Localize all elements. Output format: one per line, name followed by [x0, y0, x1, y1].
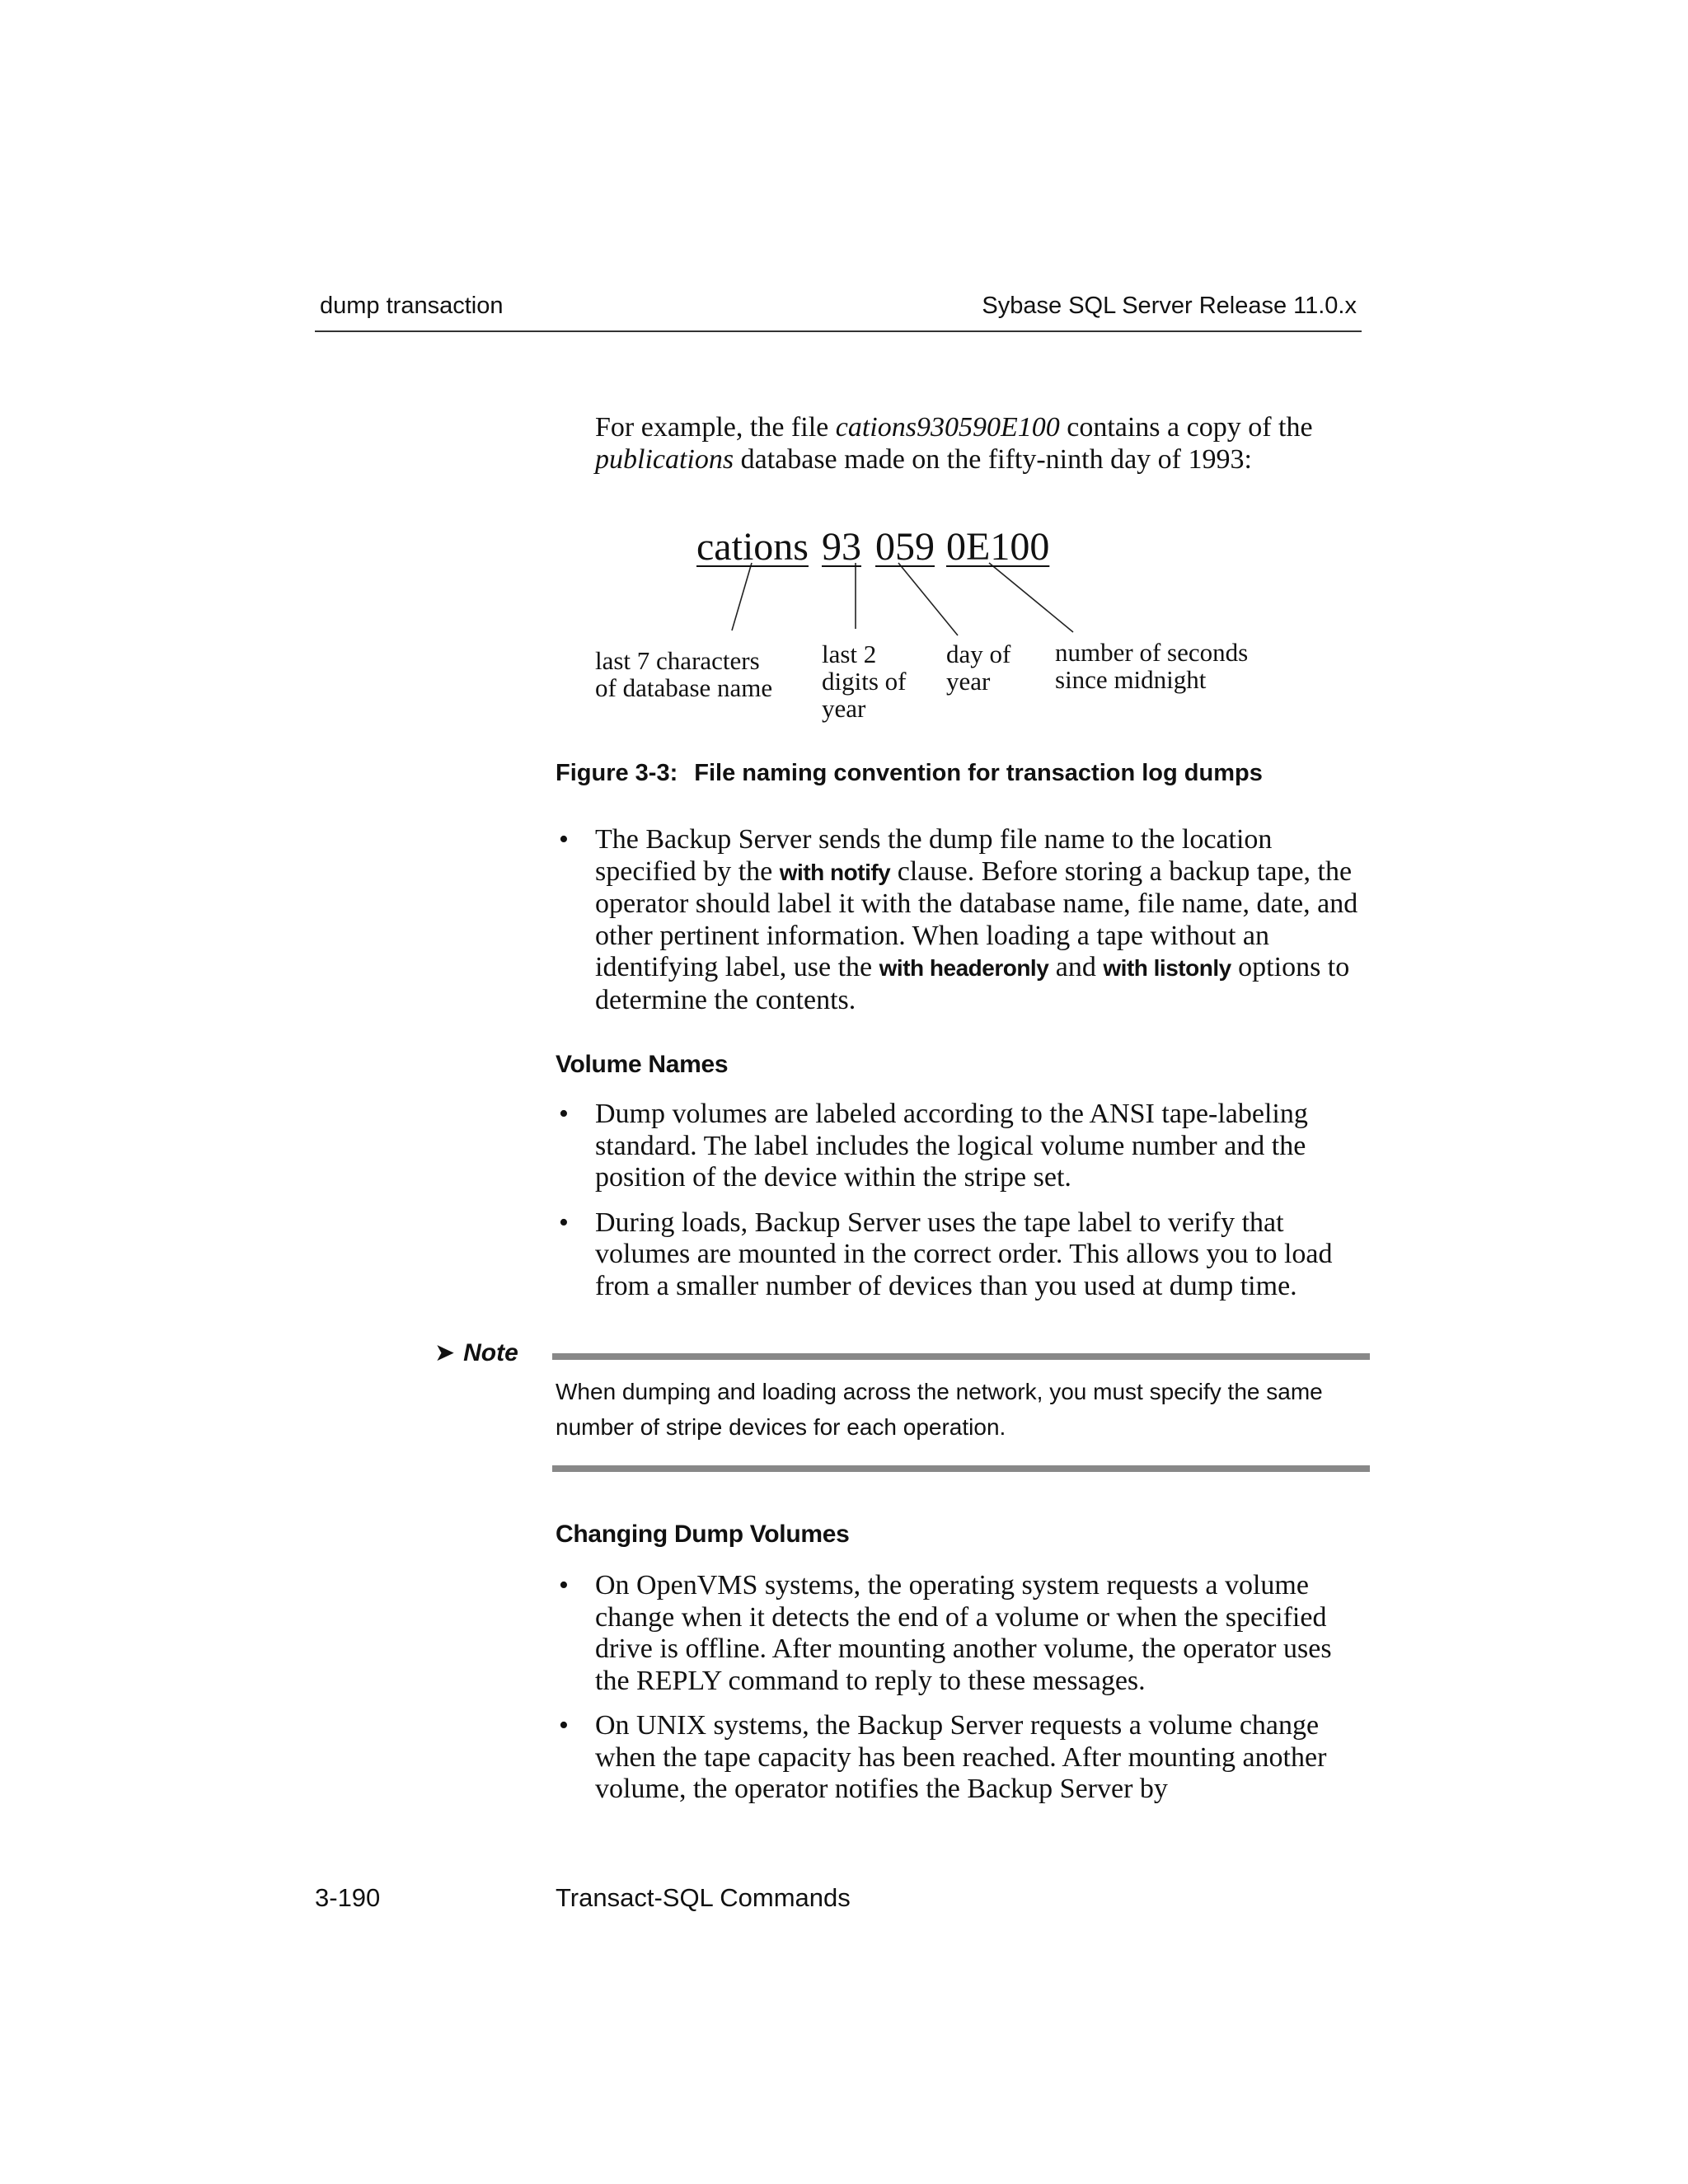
section-heading-changing-dump-volumes: Changing Dump Volumes	[556, 1521, 850, 1548]
note-text: When dumping and loading across the network, you must specify the same number of stripe devices for each operation.	[556, 1379, 1323, 1440]
section-heading-volume-names: Volume Names	[556, 1051, 729, 1078]
leader-line-dbname	[732, 563, 752, 630]
intro-text-2: contains a copy of the	[1059, 412, 1313, 443]
intro-text-3: database made on the fifty-ninth day of 1993:	[734, 443, 1252, 475]
figure-caption-text: File naming convention for transaction log dumps	[694, 760, 1263, 786]
list-item: • Dump volumes are labeled according to the ANSI tape-labeling standard. The label includes the logical volume number and the position of the device within the stripe set.	[556, 1099, 1372, 1194]
diagram-part-year: 93	[822, 525, 861, 569]
diagram-part-seconds: 0E100	[946, 525, 1050, 569]
volume-names-bullet-list	[556, 1099, 1372, 1302]
list-item	[556, 824, 1372, 1016]
figure-caption	[556, 760, 1263, 787]
page-header	[315, 293, 1362, 332]
leader-line-seconds	[989, 563, 1073, 632]
diagram-label-dbname: last 7 characters of database name	[595, 646, 773, 702]
file-naming-diagram	[577, 515, 1319, 738]
note-label	[434, 1338, 518, 1367]
list-item: • During loads, Backup Server uses the tape label to verify that volumes are mounted in the correct order. This allows you to load from a smaller number of devices than you used at dump time.	[556, 1207, 1372, 1303]
keyword-with-notify: with notify	[779, 859, 891, 885]
note-label-text: Note	[463, 1339, 518, 1366]
intro-paragraph	[595, 412, 1370, 476]
diagram-part-day: 059	[875, 525, 935, 569]
footer-book-title: Transact-SQL Commands	[556, 1883, 851, 1912]
bullet-text: clause. Before storing a backup tape, the operator should label it with the database name, file name, date, and other pertinent information. When loading a tape without an identifying label, use the	[595, 855, 1358, 982]
keyword-with-headeronly: with headeronly	[879, 955, 1049, 981]
figure-caption-number: Figure 3-3:	[556, 760, 678, 786]
bullet-text: options to determine the contents.	[595, 952, 1350, 1015]
example-database-name: publications	[595, 443, 734, 475]
leader-line-day	[898, 563, 958, 635]
list-item: • On OpenVMS systems, the operating system requests a volume change when it detects the end of a volume or when the specified drive is offline. After mounting another volume, the operator uses the REPLY command to reply to these messages.	[556, 1570, 1372, 1697]
header-section-title: dump transaction	[320, 293, 504, 319]
header-product-release: Sybase SQL Server Release 11.0.x	[982, 293, 1357, 319]
intro-text-1: For example, the file	[595, 412, 836, 443]
changing-volumes-bullet-list	[556, 1570, 1372, 1806]
diagram-part-dbname: cations	[696, 525, 809, 569]
arrow-icon: ➤	[434, 1339, 456, 1366]
diagram-label-year: last 2 digits of year	[822, 640, 907, 723]
note-box	[552, 1353, 1370, 1472]
example-filename: cations930590E100	[835, 412, 1060, 443]
bullet-text: The Backup Server sends the dump file name to the location specified by the	[595, 824, 1273, 887]
dump-name-bullet-list	[556, 824, 1372, 1016]
list-item: • On UNIX systems, the Backup Server requests a volume change when the tape capacity has been reached. After mounting another volume, the operator notifies the Backup Server by	[556, 1710, 1372, 1806]
bullet-text: and	[1048, 952, 1104, 982]
footer-page-number: 3-190	[315, 1883, 381, 1912]
diagram-label-day: day of year	[946, 640, 1011, 696]
diagram-label-seconds: number of seconds since midnight	[1055, 638, 1249, 694]
keyword-with-listonly: with listonly	[1103, 955, 1231, 981]
